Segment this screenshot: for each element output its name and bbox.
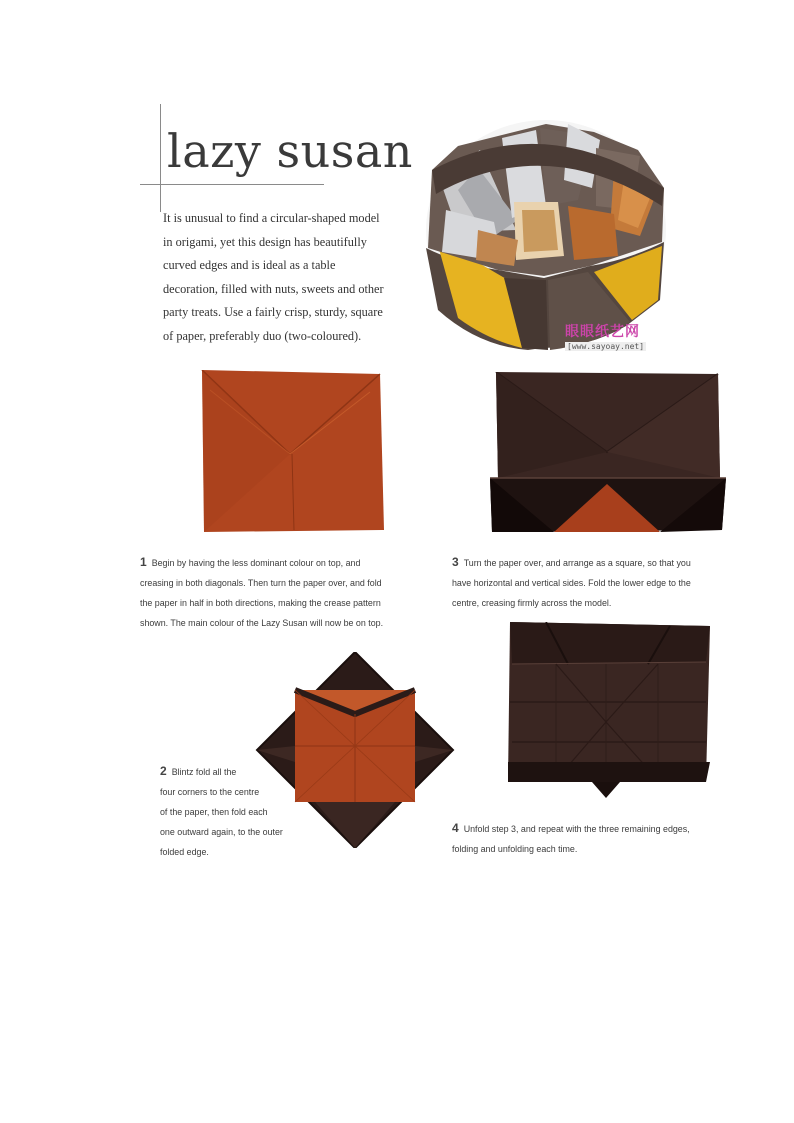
step-4-caption [452, 818, 690, 859]
caption-line [452, 818, 690, 839]
step-1-caption [140, 552, 383, 633]
caption-line: folding and unfolding each time. [452, 844, 578, 854]
intro-line: decoration, filled with nuts, sweets and other [163, 281, 384, 296]
caption-line: folded edge. [160, 847, 209, 857]
title-vertical-rule [160, 104, 161, 212]
caption-text: Unfold step 3, and repeat with the three remaining edges, [463, 824, 690, 834]
title-horizontal-rule [140, 184, 324, 185]
intro-line: of paper, preferably duo (two-coloured). [163, 328, 362, 343]
step-3-caption [452, 552, 691, 613]
step-number: 3 [452, 555, 459, 569]
intro-line: party treats. Use a fairly crisp, sturdy, square [163, 305, 383, 319]
caption-text: Begin by having the less dominant colour on top, and [151, 558, 361, 568]
caption-line: of the paper, then fold each [160, 807, 268, 817]
caption-text: Turn the paper over, and arrange as a square, so that you [463, 558, 691, 568]
watermark [565, 321, 646, 351]
watermark-url: [www.sayoay.net] [567, 342, 645, 351]
step-2-caption [160, 761, 283, 862]
caption-line: creasing in both diagonals. Then turn the paper over, and fold [140, 578, 382, 588]
step-3-image [490, 372, 728, 534]
intro-paragraph [163, 207, 403, 348]
intro-line: curved edges and is ideal as a table [163, 258, 336, 272]
step-number: 1 [140, 555, 147, 569]
page-title: lazy susan [167, 124, 413, 178]
step-number: 4 [452, 821, 459, 835]
caption-line: the paper in half in both directions, making the crease pattern [140, 598, 381, 608]
caption-line [160, 761, 283, 782]
intro-line: It is unusual to find a circular-shaped model [163, 211, 380, 225]
step-number: 2 [160, 764, 167, 778]
intro-line: in origami, yet this design has beautifully [163, 234, 367, 249]
caption-line [140, 552, 383, 573]
caption-line: shown. The main colour of the Lazy Susan will now be on top. [140, 618, 384, 628]
caption-line: four corners to the centre [160, 787, 260, 797]
caption-line: have horizontal and vertical sides. Fold the lower edge to the [452, 578, 691, 588]
watermark-main: 眼眼纸艺网 [565, 324, 640, 340]
step-2-image [255, 652, 455, 848]
caption-line: one outward again, to the outer [160, 827, 283, 837]
caption-line: centre, creasing firmly across the model. [452, 598, 612, 608]
caption-text: Blintz fold all the [171, 767, 237, 777]
step-1-image [200, 370, 384, 532]
step-4-image [506, 622, 712, 802]
caption-line [452, 552, 691, 573]
